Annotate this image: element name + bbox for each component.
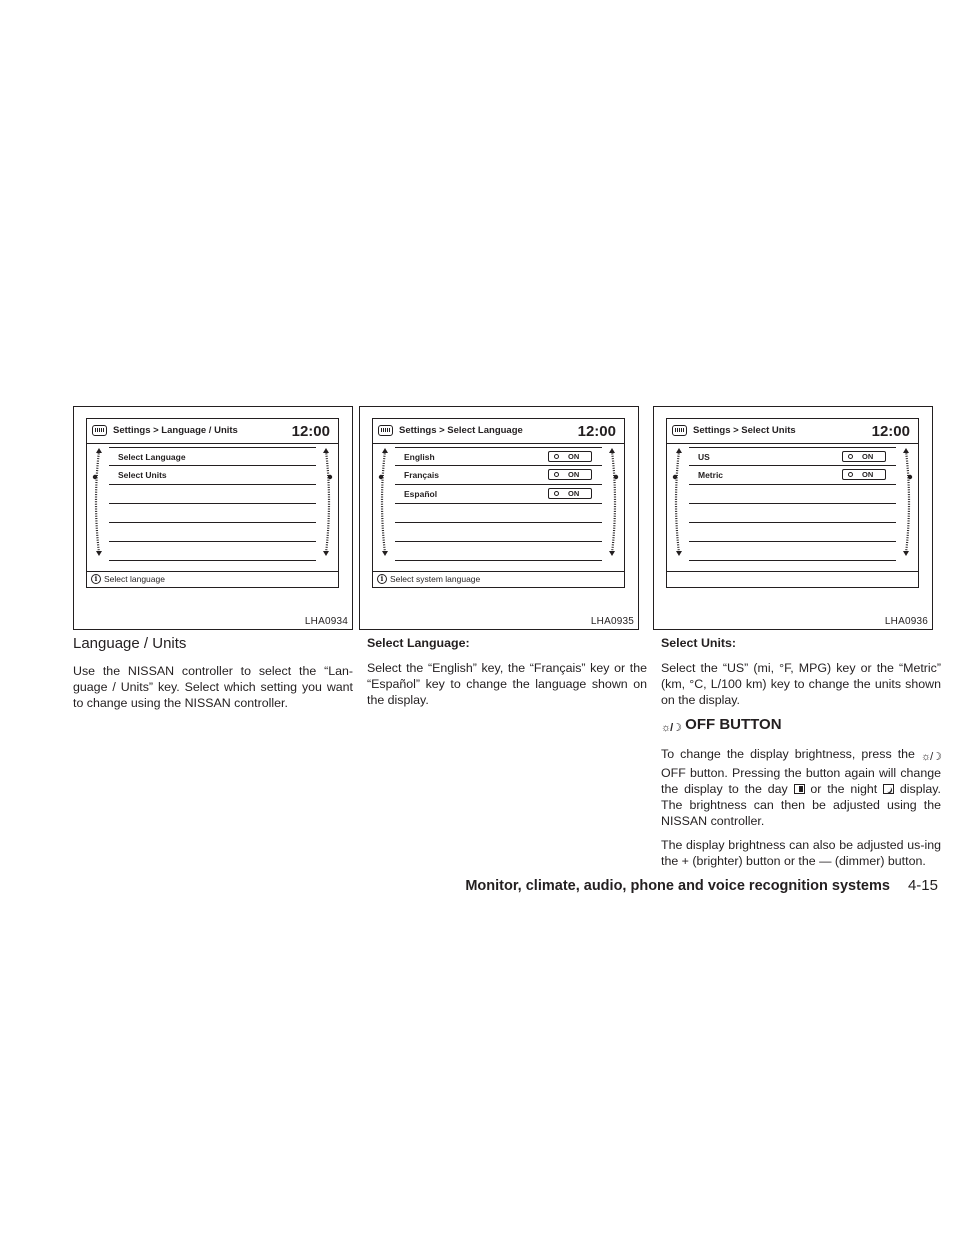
column-1 bbox=[73, 635, 353, 719]
row-label: Select Units bbox=[118, 470, 167, 480]
menu-row-empty bbox=[109, 485, 316, 504]
text-run: or the night bbox=[810, 782, 878, 796]
paragraph: Use the NISSAN controller to select the “Lan-guage / Units” key. Select which setting you want to change using the NISSAN controller. bbox=[73, 664, 353, 710]
indicator-dot-icon bbox=[554, 491, 559, 496]
scroll-rail-left bbox=[670, 447, 684, 557]
on-label: ON bbox=[568, 452, 580, 461]
screen-header bbox=[87, 419, 338, 444]
on-indicator bbox=[548, 488, 592, 499]
info-icon: i bbox=[377, 574, 387, 584]
scroll-rail-left bbox=[90, 447, 104, 557]
menu-row-metric[interactable] bbox=[689, 466, 896, 485]
screen-clock: 12:00 bbox=[577, 423, 616, 440]
row-label: US bbox=[698, 452, 710, 462]
menu-row-empty bbox=[109, 523, 316, 542]
scroll-rail-right bbox=[321, 447, 335, 557]
menu-icon bbox=[378, 425, 393, 436]
day-night-icon: ☼/☽ bbox=[661, 722, 681, 734]
paragraph-brightness bbox=[661, 746, 941, 829]
screen-header bbox=[667, 419, 918, 444]
menu-icon bbox=[92, 425, 107, 436]
menu-list bbox=[689, 447, 896, 561]
row-label: English bbox=[404, 452, 435, 462]
figure-code: LHA0935 bbox=[590, 616, 634, 627]
figure-language-units bbox=[73, 406, 353, 630]
figure-select-units bbox=[653, 406, 933, 630]
on-indicator bbox=[842, 469, 886, 480]
menu-row-empty bbox=[395, 504, 602, 523]
menu-row-empty bbox=[395, 542, 602, 561]
column-3 bbox=[661, 635, 941, 877]
screen-title: Settings > Select Language bbox=[399, 425, 523, 436]
display-screen bbox=[666, 418, 919, 588]
menu-row-empty bbox=[689, 523, 896, 542]
heading-text: OFF BUTTON bbox=[685, 716, 782, 733]
text-run: OFF button. Pressing the button again will change the display to the day bbox=[661, 766, 941, 796]
paragraph: Select the “English” key, the “Français” key or the “Español” key to change the language shown on the display. bbox=[367, 661, 647, 707]
display-screen bbox=[86, 418, 339, 588]
day-display-icon bbox=[794, 784, 805, 794]
menu-list bbox=[109, 447, 316, 561]
menu-list bbox=[395, 447, 602, 561]
section-title: Monitor, climate, audio, phone and voice recognition systems bbox=[465, 878, 890, 894]
paragraph: The display brightness can also be adjusted us-ing the + (brighter) button or the — (dimmer) button. bbox=[661, 838, 941, 868]
menu-row-empty bbox=[109, 542, 316, 561]
subheading-select-units: Select Units: bbox=[661, 636, 737, 650]
screen-hint: Select system language bbox=[390, 574, 481, 584]
on-label: ON bbox=[862, 470, 874, 479]
screen-footer bbox=[667, 571, 918, 587]
screen-title: Settings > Select Units bbox=[693, 425, 796, 436]
screen-hint: Select language bbox=[104, 574, 165, 584]
on-indicator bbox=[548, 451, 592, 462]
on-indicator bbox=[548, 469, 592, 480]
menu-row-empty bbox=[689, 504, 896, 523]
menu-row-empty bbox=[395, 523, 602, 542]
on-label: ON bbox=[862, 452, 874, 461]
row-label: Español bbox=[404, 489, 438, 499]
figure-select-language bbox=[359, 406, 639, 630]
scroll-track-icon bbox=[670, 447, 684, 557]
scroll-track-icon bbox=[607, 447, 621, 557]
scroll-rail-right bbox=[607, 447, 621, 557]
text-run: To change the display brightness, press the bbox=[661, 747, 915, 761]
indicator-dot-icon bbox=[848, 472, 853, 477]
page-footer bbox=[465, 877, 938, 894]
menu-icon bbox=[672, 425, 687, 436]
section-heading-language-units: Language / Units bbox=[73, 635, 187, 652]
menu-row-francais[interactable] bbox=[395, 466, 602, 485]
menu-row-us[interactable] bbox=[689, 447, 896, 466]
display-screen bbox=[372, 418, 625, 588]
indicator-dot-icon bbox=[848, 454, 853, 459]
column-2 bbox=[367, 635, 647, 716]
figure-code: LHA0934 bbox=[304, 616, 348, 627]
scroll-track-icon bbox=[901, 447, 915, 557]
screen-clock: 12:00 bbox=[291, 423, 330, 440]
on-label: ON bbox=[568, 470, 580, 479]
on-label: ON bbox=[568, 489, 580, 498]
row-label: Français bbox=[404, 470, 439, 480]
night-display-icon bbox=[883, 784, 894, 794]
menu-row-select-language[interactable] bbox=[109, 447, 316, 466]
scroll-rail-right bbox=[901, 447, 915, 557]
menu-row-empty bbox=[689, 542, 896, 561]
screen-footer bbox=[87, 571, 338, 587]
scroll-rail-left bbox=[376, 447, 390, 557]
menu-row-english[interactable] bbox=[395, 447, 602, 466]
page-number: 4-15 bbox=[907, 877, 938, 894]
screen-clock: 12:00 bbox=[871, 423, 910, 440]
section-heading-off-button bbox=[661, 716, 941, 737]
paragraph: Select the “US” (mi, °F, MPG) key or the “Metric” (km, °C, L/100 km) key to change the units shown on the display. bbox=[661, 661, 941, 707]
row-label: Metric bbox=[698, 470, 724, 480]
scroll-track-icon bbox=[90, 447, 104, 557]
text-run: display. The brightness can then be adjusted using the NISSAN controller. bbox=[661, 782, 941, 828]
menu-row-select-units[interactable] bbox=[109, 466, 316, 485]
subheading-select-language: Select Language: bbox=[367, 636, 470, 650]
menu-row-empty bbox=[109, 504, 316, 523]
scroll-track-icon bbox=[376, 447, 390, 557]
info-icon: i bbox=[91, 574, 101, 584]
row-label: Select Language bbox=[118, 452, 186, 462]
menu-row-empty bbox=[689, 485, 896, 504]
menu-row-espanol[interactable] bbox=[395, 485, 602, 504]
indicator-dot-icon bbox=[554, 472, 559, 477]
scroll-track-icon bbox=[321, 447, 335, 557]
screen-title: Settings > Language / Units bbox=[113, 425, 238, 436]
on-indicator bbox=[842, 451, 886, 462]
indicator-dot-icon bbox=[554, 454, 559, 459]
screen-header bbox=[373, 419, 624, 444]
screen-footer bbox=[373, 571, 624, 587]
figure-code: LHA0936 bbox=[884, 616, 928, 627]
day-night-icon: ☼/☽ bbox=[920, 751, 941, 763]
